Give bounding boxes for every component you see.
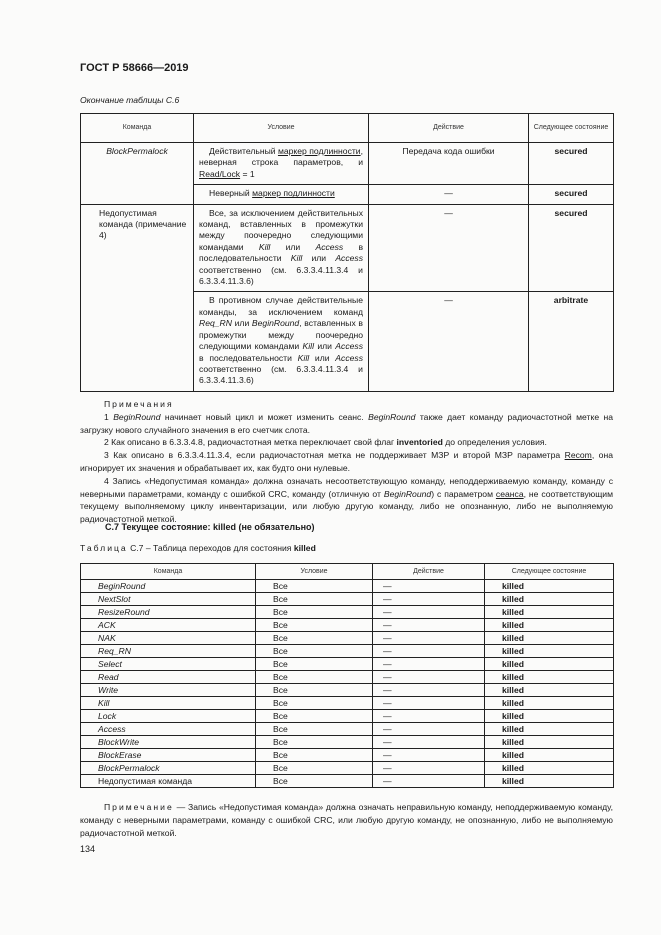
text-run: также дает команду радиочастотной метке на загрузку нового случайного значения в его счетчик слота. <box>80 411 614 435</box>
text-run: 1 <box>104 411 114 422</box>
text-run: = 1 <box>240 168 255 179</box>
next-state-cell: secured <box>529 185 614 204</box>
table-row <box>81 671 614 684</box>
condition-cell: Все <box>256 736 373 749</box>
command-cell: Недопустимая команда (примечание 4) <box>81 204 194 391</box>
document-header: ГОСТ Р 58666—2019 <box>80 62 189 74</box>
next-state-cell: killed <box>485 658 614 671</box>
condition-cell: Все <box>256 671 373 684</box>
condition-cell: Все <box>256 645 373 658</box>
action-cell: — <box>373 671 485 684</box>
bold-term: inventoried <box>396 437 443 448</box>
command-name: Kill <box>297 352 310 363</box>
table-row <box>81 775 614 788</box>
term-link: маркер подлинности <box>252 188 335 199</box>
next-state-cell: killed <box>485 697 614 710</box>
text-run: В противном случае действительные команды, за исключением команд <box>199 295 363 317</box>
term-link: маркер подлинности <box>277 146 361 156</box>
text-run: ) с параметром <box>431 488 496 499</box>
command-name: Access <box>315 241 344 252</box>
command-name: BeginRound <box>368 411 416 422</box>
caption-bold: killed <box>293 543 316 553</box>
condition-cell: Все <box>256 775 373 788</box>
table-row <box>81 580 614 593</box>
condition-cell <box>194 185 369 204</box>
command-cell: BeginRound <box>81 580 256 593</box>
text-run: в последовательности <box>199 241 364 264</box>
table-row <box>81 762 614 775</box>
command-cell: Req_RN <box>81 645 256 658</box>
note-item <box>80 449 613 475</box>
caption-prefix: Таблица <box>80 543 128 553</box>
command-cell: Read <box>81 671 256 684</box>
table-caption <box>80 543 316 553</box>
next-state-cell: killed <box>485 606 614 619</box>
text-run: , она игнорирует их значения и обрабатывает их, как будто они нулевые. <box>80 450 613 473</box>
text-run: или <box>313 341 336 352</box>
column-header: Условие <box>256 564 373 580</box>
action-cell: — <box>373 658 485 671</box>
table-row <box>81 204 614 292</box>
table-row <box>81 684 614 697</box>
condition-cell: Все <box>256 684 373 697</box>
next-state-cell: arbitrate <box>529 292 614 391</box>
state-transition-table-c6 <box>80 113 614 392</box>
action-cell: — <box>373 710 485 723</box>
condition-cell: Все <box>256 593 373 606</box>
table-caption: Окончание таблицы С.6 <box>80 95 180 105</box>
command-name: BeginRound <box>383 488 432 499</box>
condition-cell <box>194 143 369 185</box>
command-name: Kill <box>302 341 314 352</box>
table-row <box>81 593 614 606</box>
page-number: 134 <box>80 844 96 854</box>
condition-cell: Все <box>256 697 373 710</box>
action-cell: — <box>373 645 485 658</box>
next-state-cell: killed <box>485 593 614 606</box>
command-name: BeginRound <box>113 411 161 422</box>
command-name: Access <box>335 341 363 352</box>
condition-cell: Все <box>256 619 373 632</box>
notes-title: Примечания <box>104 399 174 409</box>
section-heading: С.7 Текущее состояние: killed (не обязательно) <box>105 522 315 532</box>
command-cell: BlockPermalock <box>81 762 256 775</box>
command-cell: BlockPermalock <box>81 143 194 205</box>
condition-cell: Все <box>256 606 373 619</box>
text-run: или <box>270 241 316 252</box>
action-cell: — <box>373 775 485 788</box>
table-row <box>81 723 614 736</box>
text-run: или <box>231 318 252 329</box>
table-row <box>81 632 614 645</box>
column-header: Действие <box>369 114 529 143</box>
term-link: Recom <box>564 450 592 461</box>
text-run: или <box>309 352 336 363</box>
footnote-text: — Запись «Недопустимая команда» должна означать неправильную команду, неподдерживаемую команду, команду с неверными параметрами, команду с ошибкой CRC, или любую другую команду, не опознанную, либо не выполняемую радиочастотной меткой. <box>80 802 613 838</box>
next-state-cell: killed <box>485 684 614 697</box>
text-run: 3 Как описано в 6.3.3.4.11.3.4, если радиочастотная метка не поддерживает МЗР и второй МЗР параметра <box>104 450 565 461</box>
action-cell: Передача кода ошибки <box>369 143 529 185</box>
table-row <box>81 697 614 710</box>
footnote-prefix: Примечание <box>104 802 174 812</box>
command-name: Access <box>335 352 363 363</box>
command-name: BeginRound <box>251 318 300 329</box>
command-cell: NextSlot <box>81 593 256 606</box>
table-row <box>81 619 614 632</box>
note-item <box>80 411 613 437</box>
command-name: Req_RN <box>199 318 232 329</box>
action-cell: — <box>373 749 485 762</box>
action-cell: — <box>373 697 485 710</box>
text-run: Все, за исключением действительных команд, вставленных в промежутки между поочередно следующими командами <box>199 207 363 252</box>
text-run: Неверный <box>209 188 253 199</box>
action-cell: — <box>369 204 529 292</box>
next-state-cell: killed <box>485 619 614 632</box>
next-state-cell: killed <box>485 736 614 749</box>
condition-cell: Все <box>256 762 373 775</box>
column-header: Действие <box>373 564 485 580</box>
command-cell: BlockErase <box>81 749 256 762</box>
next-state-cell: killed <box>485 775 614 788</box>
condition-cell <box>194 292 369 391</box>
action-cell: — <box>369 185 529 204</box>
command-cell: ACK <box>81 619 256 632</box>
column-header: Команда <box>81 564 256 580</box>
condition-cell: Все <box>256 658 373 671</box>
command-cell: NAK <box>81 632 256 645</box>
note-item <box>80 475 613 526</box>
column-header: Следующее состояние <box>485 564 614 580</box>
column-header: Условие <box>194 114 369 143</box>
condition-cell: Все <box>256 632 373 645</box>
column-header: Команда <box>81 114 194 143</box>
command-name: Kill <box>258 241 271 252</box>
command-name: Access <box>335 253 364 264</box>
footnote <box>80 801 613 839</box>
term-link: сеанса <box>495 488 524 499</box>
text-run: , не соответствующим текущему выполняемому циклу инвентаризации, или любую другую команду, либо не опознанную, либо не выполняемую радиочастотной меткой. <box>80 488 613 525</box>
condition-cell: Все <box>256 749 373 762</box>
action-cell: — <box>373 619 485 632</box>
condition-cell <box>194 204 369 292</box>
next-state-cell: killed <box>485 580 614 593</box>
next-state-cell: secured <box>529 204 614 292</box>
condition-cell: Все <box>256 710 373 723</box>
action-cell: — <box>373 723 485 736</box>
next-state-cell: killed <box>485 762 614 775</box>
text-run: 2 Как описано в 6.3.3.4.8, радиочастотная метка переключает свой флаг <box>104 437 397 448</box>
command-cell: Недопустимая команда <box>81 775 256 788</box>
column-header: Следующее состояние <box>529 114 614 143</box>
next-state-cell: killed <box>485 710 614 723</box>
note-item <box>80 436 613 449</box>
text-run: , вставленных в промежутки между поочередно следующими командами <box>199 318 363 352</box>
next-state-cell: killed <box>485 632 614 645</box>
next-state-cell: killed <box>485 671 614 684</box>
command-cell: Write <box>81 684 256 697</box>
text-run: , неверная строка параметров, и <box>199 146 363 168</box>
text-run: до определения условия. <box>442 437 547 448</box>
next-state-cell: killed <box>485 749 614 762</box>
caption-text: С.7 – Таблица переходов для состояния <box>127 543 294 553</box>
text-run: или <box>302 253 336 264</box>
action-cell: — <box>373 736 485 749</box>
action-cell: — <box>369 292 529 391</box>
condition-cell: Все <box>256 580 373 593</box>
text-run: соответственно (см. 6.3.3.4.11.3.4 и 6.3.3.4.11.3.6) <box>199 264 363 287</box>
command-cell: Lock <box>81 710 256 723</box>
command-cell: Select <box>81 658 256 671</box>
command-cell: BlockWrite <box>81 736 256 749</box>
command-cell: Access <box>81 723 256 736</box>
condition-cell: Все <box>256 723 373 736</box>
action-cell: — <box>373 684 485 697</box>
notes-block <box>80 398 613 526</box>
term-link: Read/Lock <box>199 168 241 179</box>
next-state-cell: secured <box>529 143 614 185</box>
table-row <box>81 658 614 671</box>
action-cell: — <box>373 580 485 593</box>
text-run: соответственно (см. 6.3.3.4.11.3.4 и 6.3.3.4.11.3.6) <box>199 363 363 386</box>
table-row <box>81 645 614 658</box>
text-run: 4 Запись «Недопустимая команда» должна означать несоответствующую команду, неподдерживаемую команду, команду с неверными параметрами, команду с ошибкой CRC, команду (отличную от <box>80 475 613 499</box>
table-row <box>81 606 614 619</box>
table-row <box>81 143 614 185</box>
table-row <box>81 749 614 762</box>
action-cell: — <box>373 762 485 775</box>
action-cell: — <box>373 606 485 619</box>
next-state-cell: killed <box>485 645 614 658</box>
text-run: Действительный <box>209 146 278 156</box>
action-cell: — <box>373 632 485 645</box>
command-cell: ResizeRound <box>81 606 256 619</box>
table-row <box>81 710 614 723</box>
table-row <box>81 736 614 749</box>
command-cell: Kill <box>81 697 256 710</box>
action-cell: — <box>373 593 485 606</box>
text-run: начинает новый цикл и может изменить сеанс. <box>160 411 369 422</box>
state-transition-table-c7 <box>80 563 614 788</box>
command-name: Kill <box>290 253 303 264</box>
next-state-cell: killed <box>485 723 614 736</box>
text-run: в последовательности <box>199 352 298 363</box>
